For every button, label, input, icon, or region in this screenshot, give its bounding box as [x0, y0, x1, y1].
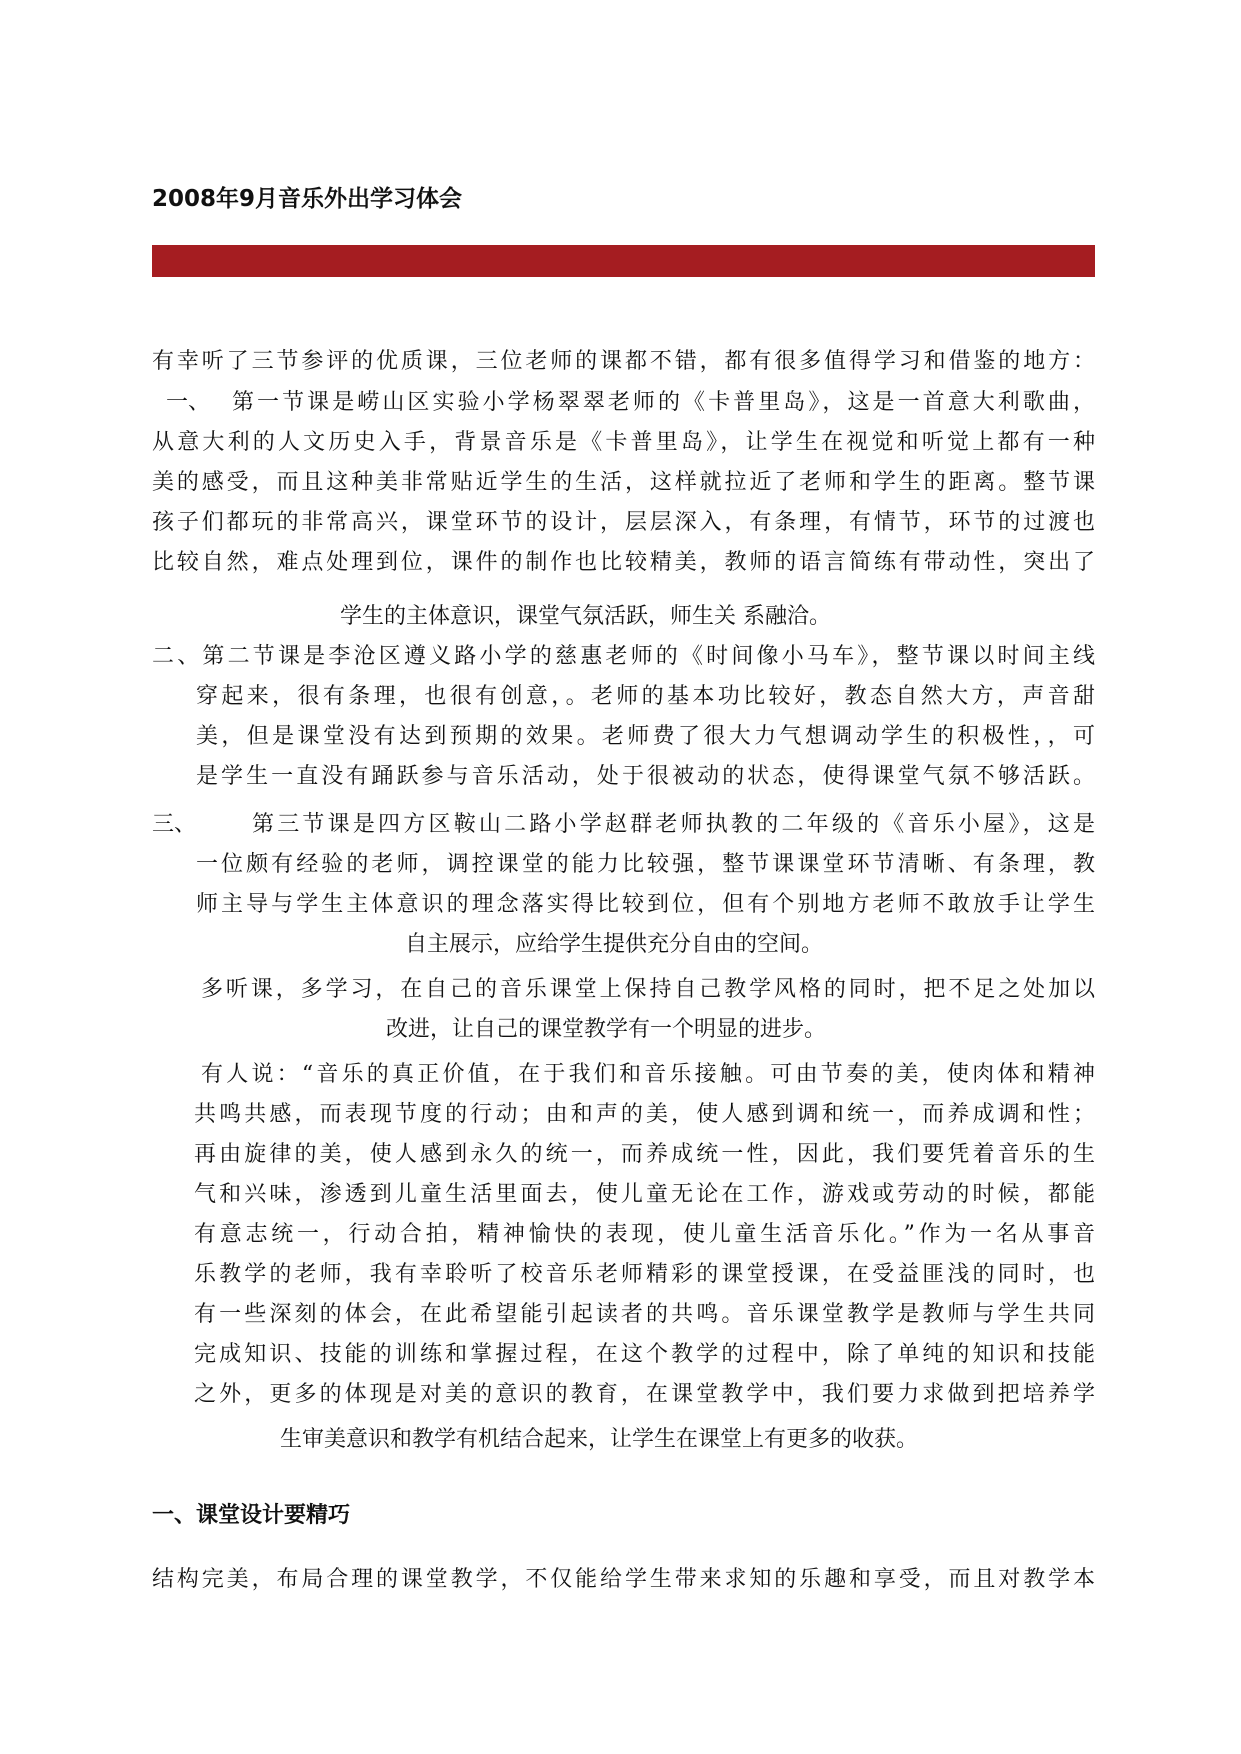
para5-line: 乐教学的老师，我有幸聆听了校音乐老师精彩的课堂授课，在受益匪浅的同时，也: [194, 1262, 1095, 1287]
item1-line: 美的感受，而且这种美非常贴近学生的生活，这样就拉近了老师和学生的距离。整节课: [152, 470, 1095, 495]
para4-line: 多听课，多学习，在自己的音乐课堂上保持自己教学风格的同时，把不足之处加以: [201, 977, 1095, 1002]
item1-line: 学生的主体意识，课堂气氛活跃，师生关 系融洽。: [340, 604, 831, 629]
para5-line: 有意志统一，行动合拍，精神愉快的表现，使儿童生活音乐化。”作为一名从事音: [194, 1222, 1095, 1247]
item2-line: 美，但是课堂没有达到预期的效果。老师费了很大力气想调动学生的积极性，，可: [196, 724, 1095, 749]
item3-line: 一位颇有经验的老师，调控课堂的能力比较强，整节课课堂环节清晰、有条理，教: [196, 852, 1095, 877]
item2-line: 穿起来，很有条理，也很有创意，。老师的基本功比较好，教态自然大方，声音甜: [196, 684, 1095, 709]
item3-line: 师主导与学生主体意识的理念落实得比较到位，但有个别地方老师不敢放手让学生: [196, 892, 1095, 917]
para5-line: 有人说：“音乐的真正价值，在于我们和音乐接触。可由节奏的美，使肉体和精神: [201, 1062, 1095, 1087]
para4-line: 改进，让自己的课堂教学有一个明显的进步。: [386, 1017, 827, 1042]
item1-line: 从意大利的人文历史入手，背景音乐是《卡普里岛》，让学生在视觉和听觉上都有一种: [152, 430, 1095, 455]
para5-line: 完成知识、技能的训练和掌握过程，在这个教学的过程中，除了单纯的知识和技能: [194, 1342, 1095, 1367]
item1-line: 比较自然，难点处理到位，课件的制作也比较精美，教师的语言简练有带动性，突出了: [152, 550, 1095, 575]
item3-marker: 三、: [152, 812, 197, 837]
document-title: 2008年9月音乐外出学习体会: [152, 186, 463, 212]
item2-line: 是学生一直没有踊跃参与音乐活动，处于很被动的状态，使得课堂气氛不够活跃。: [196, 764, 1095, 789]
para5-line: 有一些深刻的体会，在此希望能引起读者的共鸣。音乐课堂教学是教师与学生共同: [194, 1302, 1095, 1327]
para5-line: 共鸣共感，而表现节度的行动；由和声的美，使人感到调和统一，而养成调和性；: [194, 1102, 1095, 1127]
section-heading: 一、课堂设计要精巧: [152, 1503, 351, 1528]
title-divider-bar: [152, 245, 1095, 277]
item1-line: 孩子们都玩的非常高兴，课堂环节的设计，层层深入，有条理，有情节，环节的过渡也: [152, 510, 1095, 535]
item2-line: 二、第二节课是李沧区遵义路小学的慈惠老师的《时间像小马车》，整节课以时间主线: [152, 644, 1095, 669]
item1-line: 第一节课是崂山区实验小学杨翠翠老师的《卡普里岛》，这是一首意大利歌曲，: [232, 390, 1095, 415]
item1-marker: 一、: [166, 390, 211, 415]
para5-line: 气和兴味，渗透到儿童生活里面去，使儿童无论在工作，游戏或劳动的时候，都能: [194, 1182, 1095, 1207]
body-line: 结构完美，布局合理的课堂教学，不仅能给学生带来求知的乐趣和享受，而且对教学本: [152, 1567, 1095, 1592]
para5-line: 再由旋律的美，使人感到永久的统一，而养成统一性，因此，我们要凭着音乐的生: [194, 1142, 1095, 1167]
item3-line: 自主展示，应给学生提供充分自由的空间。: [405, 932, 824, 957]
intro-line: 有幸听了三节参评的优质课，三位老师的课都不错，都有很多值得学习和借鉴的地方：: [152, 349, 1095, 374]
item3-line: 第三节课是四方区鞍山二路小学赵群老师执教的二年级的《音乐小屋》，这是: [252, 812, 1095, 837]
para5-line: 之外，更多的体现是对美的意识的教育，在课堂教学中，我们要力求做到把培养学: [194, 1382, 1095, 1407]
para5-line: 生审美意识和教学有机结合起来，让学生在课堂上有更多的收获。: [280, 1427, 919, 1452]
